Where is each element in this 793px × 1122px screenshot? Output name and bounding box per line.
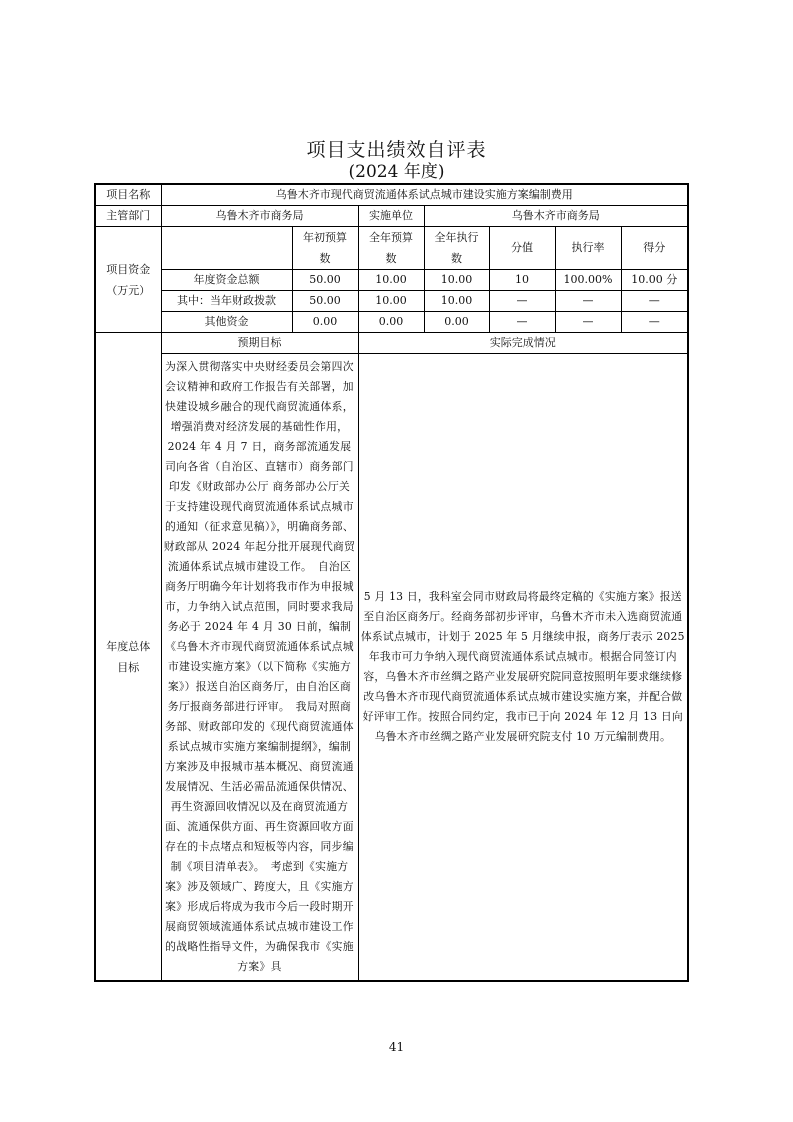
cell-score-value: — <box>489 312 555 333</box>
cell-executed: 10.00 <box>424 270 489 291</box>
funds-row-other <box>95 312 688 333</box>
cell-initial: 50.00 <box>292 291 358 312</box>
header-execution-rate: 执行率 <box>555 227 621 270</box>
funds-header-row <box>95 227 688 270</box>
goals-label-line1: 年度总体 <box>106 639 151 653</box>
row-label: 其他资金 <box>161 312 292 333</box>
expected-goal-header: 预期目标 <box>161 333 358 354</box>
header-initial-budget <box>292 227 358 270</box>
performance-table <box>94 183 689 982</box>
dept-value: 乌鲁木齐市商务局 <box>161 206 358 227</box>
funds-label-line2: （万元） <box>106 283 151 297</box>
funds-label-line1: 项目资金 <box>106 262 151 276</box>
funds-row-fiscal <box>95 291 688 312</box>
goals-label-line2: 目标 <box>117 660 140 674</box>
cell-score: — <box>621 291 688 312</box>
header-annual-executed <box>424 227 489 270</box>
dept-label: 主管部门 <box>95 206 161 227</box>
cell-score-value: — <box>489 291 555 312</box>
cell-annual: 0.00 <box>358 312 424 333</box>
cell-annual: 10.00 <box>358 291 424 312</box>
project-name-value: 乌鲁木齐市现代商贸流通体系试点城市建设实施方案编制费用 <box>161 184 688 206</box>
cell-rate: 100.00% <box>555 270 621 291</box>
header-score-value: 分值 <box>489 227 555 270</box>
row-label: 其中：当年财政拨款 <box>161 291 292 312</box>
goals-label <box>95 333 161 982</box>
page-number: 41 <box>388 1040 405 1054</box>
cell-score-value: 10 <box>489 270 555 291</box>
header-initial-budget-line2: 数 <box>319 252 331 265</box>
actual-completion-header: 实际完成情况 <box>358 333 688 354</box>
header-annual-budget-line1: 全年预算 <box>369 231 413 244</box>
page-title: 项目支出绩效自评表 <box>306 139 487 161</box>
cell-rate: — <box>555 312 621 333</box>
impl-label: 实施单位 <box>358 206 424 227</box>
header-annual-executed-line1: 全年执行 <box>434 231 479 244</box>
funds-header-blank <box>161 227 292 270</box>
cell-rate: — <box>555 291 621 312</box>
cell-initial: 0.00 <box>292 312 358 333</box>
department-row <box>95 206 688 227</box>
funds-row-total <box>95 270 688 291</box>
project-name-label: 项目名称 <box>95 184 161 206</box>
project-name-row <box>95 184 688 206</box>
cell-score: 10.00 分 <box>621 270 688 291</box>
cell-executed: 0.00 <box>424 312 489 333</box>
cell-annual: 10.00 <box>358 270 424 291</box>
header-annual-executed-line2: 数 <box>451 252 462 265</box>
page-subtitle: (2024 年度) <box>348 162 445 182</box>
funds-label <box>95 227 161 333</box>
header-annual-budget <box>358 227 424 270</box>
goals-content-row <box>95 354 688 982</box>
header-initial-budget-line1: 年初预算 <box>303 231 347 244</box>
row-label: 年度资金总额 <box>161 270 292 291</box>
cell-initial: 50.00 <box>292 270 358 291</box>
impl-value: 乌鲁木齐市商务局 <box>424 206 688 227</box>
cell-score: — <box>621 312 688 333</box>
expected-goal-text: 为深入贯彻落实中央财经委员会第四次会议精神和政府工作报告有关部署，加快建设城乡融合的现代商贸流通体系，增强消费对经济发展的基础性作用，2024 年 4 月 7 日，商务部流通发展司向各省（自治区、直辖市）商务部门印发《财政部办公厅 商务部办公厅关于支持建设现代商贸流通体系试点城市的通知（征求意见稿）》，明确商务部、财政部从 2024 年起分批开展现代商贸流通体系试点城市建设工作。 自治区商务厅明确今年计划将我市作为申报城市，力争纳入试点范围，同时要求我局务必于 2024 年 4 月 30 日前，编制《乌鲁木齐市现代商贸流通体系试点城市建设实施方案》（以下简称《实施方案》）报送自治区商务厅，由自治区商务厅报商务部进行评审。 我局对照商务部、财政部印发的《现代商贸流通体系试点城市实施方案编制提纲》，编制方案涉及申报城市基本概况、商贸流通发展情况、生活必需品流通保供情况、再生资源回收情况以及在商贸流通方面、流通保供方面、再生资源回收方面存在的卡点堵点和短板等内容，同步编制《项目清单表》。 考虑到《实施方案》涉及领域广、跨度大，且《实施方案》形成后将成为我市今后一段时期开展商贸领域流通体系试点城市建设工作的战略性指导文件，为确保我市《实施方案》具 <box>161 354 358 982</box>
cell-executed: 10.00 <box>424 291 489 312</box>
goals-header-row <box>95 333 688 354</box>
actual-completion-text: 5 月 13 日，我科室会同市财政局将最终定稿的《实施方案》报送至自治区商务厅。经商务部初步评审，乌鲁木齐市未入选商贸流通体系试点城市，计划于 2025 年 5 月继续申报，商务厅表示 2025 年我市可力争纳入现代商贸流通体系试点城市。根据合同签订内容，乌鲁木齐市丝绸之路产业发展研究院同意按照明年要求继续修改乌鲁木齐市现代商贸流通体系试点城市建设实施方案，并配合做好评审工作。按照合同约定，我市已于向 2024 年 12 月 13 日向乌鲁木齐市丝绸之路产业发展研究院支付 10 万元编制费用。 <box>358 354 688 982</box>
header-score: 得分 <box>621 227 688 270</box>
header-annual-budget-line2: 数 <box>385 252 397 265</box>
